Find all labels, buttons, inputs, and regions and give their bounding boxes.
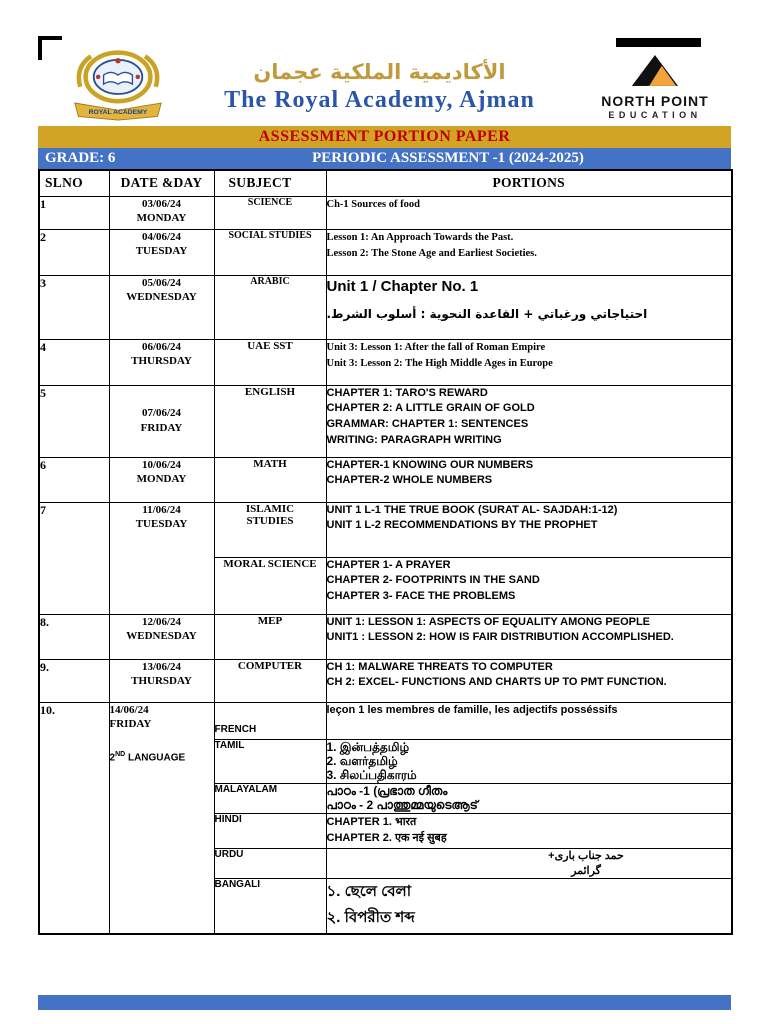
language-subject-bangali: BANGALI (214, 879, 326, 934)
table-row (39, 275, 732, 339)
arabic-portion-line: احتياجاتي ورغباتي + القاعدة النحوية : أسلوب الشرط. (326, 307, 648, 322)
table-row (39, 385, 732, 457)
row-slno: 4 (39, 339, 109, 385)
table-row (39, 457, 732, 502)
subject-label: ISLAMIC STUDIES (245, 502, 295, 527)
row-portions-hindi: CHAPTER 1. भारत CHAPTER 2. एक नई सुबह (326, 813, 732, 848)
day-value: WEDNESDAY (126, 630, 197, 643)
row-portions: CHAPTER 1- A PRAYER CHAPTER 2- FOOTPRINTS IN THE SAND CHAPTER 3- FACE THE PROBLEMS (326, 557, 732, 614)
table-row (39, 659, 732, 702)
col-header-portions: PORTIONS (326, 170, 732, 196)
row-slno: 6 (39, 457, 109, 502)
day-value: MONDAY (136, 212, 187, 225)
day-value: MONDAY (136, 473, 187, 486)
row-portions: CH 1: MALWARE THREATS TO COMPUTER CH 2: EXCEL- FUNCTIONS AND CHARTS UP TO PMT FUNCTION. (326, 659, 732, 702)
date-value: 05/06/24 (141, 276, 182, 289)
row-portions: Ch-1 Sources of food (326, 196, 732, 229)
day-value: FRIDAY (140, 422, 183, 434)
row-date (109, 614, 214, 659)
row-subject: ARABIC (214, 275, 326, 339)
north-point-logo (585, 55, 725, 120)
language-subject-french: FRENCH (214, 702, 326, 739)
north-point-subtitle: EDUCATION (608, 109, 702, 120)
table-row (39, 502, 732, 557)
table-row (39, 702, 732, 739)
row-portions: Lesson 1: An Approach Towards the Past. Lesson 2: The Stone Age and Earliest Societies. (326, 229, 732, 275)
lang-num: 2 (109, 752, 116, 764)
row-subject: ENGLISH (214, 385, 326, 457)
date-value: 04/06/24 (141, 230, 182, 243)
col-header-slno: SLNO (39, 170, 109, 196)
assessment-banner (38, 126, 731, 148)
date-value: 03/06/24 (141, 197, 182, 210)
language-subject-malayalam: MALAYALAM (214, 783, 326, 813)
row-slno: 5 (39, 385, 109, 457)
row-portions-french: leçon 1 les membres de famille, les adjectifs posséssifs (326, 702, 732, 739)
date-value: 14/06/24 (109, 703, 149, 716)
arabic-unit-title: Unit 1 / Chapter No. 1 (326, 277, 479, 295)
row-subject: MEP (214, 614, 326, 659)
assessment-period-label: PERIODIC ASSESSMENT -1 (2024-2025) (312, 150, 584, 166)
row-portions: UNIT 1 L-1 THE TRUE BOOK (SURAT AL- SAJDAH:1-12) UNIT 1 L-2 RECOMMENDATIONS BY THE PROPHET (326, 502, 732, 557)
row-portions: Unit 3: Lesson 1: After the fall of Roman Empire Unit 3: Lesson 2: The High Middle Ages in Europe (326, 339, 732, 385)
portions-table (38, 169, 733, 935)
letterhead (38, 48, 731, 126)
row-slno: 10. (39, 702, 109, 934)
row-date (109, 196, 214, 229)
date-value: 13/06/24 (141, 660, 182, 673)
day-value: TUESDAY (135, 518, 188, 531)
day-value: WEDNESDAY (126, 291, 197, 304)
row-date (109, 702, 214, 934)
north-point-name: NORTH POINT (601, 92, 709, 109)
row-portions-bangali: ১. ছেলে বেলা ২. বিপরীত শব্দ (326, 879, 732, 934)
row-date (109, 502, 214, 614)
row-portions (326, 275, 732, 339)
row-subject: UAE SST (214, 339, 326, 385)
second-language-label (110, 750, 214, 765)
table-row (39, 196, 732, 229)
row-portions: UNIT 1: LESSON 1: ASPECTS OF EQUALITY AMONG PEOPLE UNIT1 : LESSON 2: HOW IS FAIR DISTRIBUTION ACCOMPLISHED. (326, 614, 732, 659)
day-value: THURSDAY (131, 355, 192, 368)
grade-label: GRADE: 6 (45, 150, 116, 166)
table-row (39, 229, 732, 275)
table-header-row (39, 170, 732, 196)
row-slno: 8. (39, 614, 109, 659)
row-subject: SCIENCE (214, 196, 326, 229)
day-value: FRIDAY (109, 718, 152, 731)
school-titles (174, 60, 585, 114)
col-header-date: DATE &DAY (109, 170, 214, 196)
row-slno: 3 (39, 275, 109, 339)
scan-artifact-bar (616, 38, 701, 47)
day-value: THURSDAY (131, 675, 192, 688)
school-name-arabic: الأكاديمية الملكية عجمان (253, 60, 506, 84)
row-portions: CHAPTER 1: TARO'S REWARD CHAPTER 2: A LITTLE GRAIN OF GOLD GRAMMAR: CHAPTER 1: SENTENCES WRITING: PARAGRAPH WRITING (326, 385, 732, 457)
row-date (109, 457, 214, 502)
mountain-triangle-icon (632, 55, 678, 86)
table-row (39, 614, 732, 659)
col-header-subject: SUBJECT (214, 170, 326, 196)
row-subject: SOCIAL STUDIES (214, 229, 326, 275)
date-value: 12/06/24 (141, 615, 182, 628)
date-value: 10/06/24 (141, 458, 182, 471)
lang-word: LANGUAGE (125, 752, 186, 764)
row-subject: MORAL SCIENCE (214, 557, 326, 614)
row-portions-urdu: حمد جناب باری+ گرائمر (326, 848, 732, 879)
crest-banner-text: ROYAL ACADEMY (88, 108, 148, 116)
row-slno: 9. (39, 659, 109, 702)
row-subject (214, 502, 326, 557)
grade-banner (38, 148, 731, 169)
row-slno: 1 (39, 196, 109, 229)
school-name-english: The Royal Academy, Ajman (224, 87, 535, 113)
language-subject-tamil: TAMIL (214, 739, 326, 783)
crest-emblem-icon (64, 46, 172, 124)
day-value: TUESDAY (135, 245, 188, 258)
table-row (39, 339, 732, 385)
language-subject-hindi: HINDI (214, 813, 326, 848)
row-subject: MATH (214, 457, 326, 502)
row-subject: COMPUTER (214, 659, 326, 702)
row-date (109, 275, 214, 339)
row-date (109, 659, 214, 702)
row-date (109, 385, 214, 457)
language-subject-urdu: URDU (214, 848, 326, 879)
assessment-banner-title: ASSESSMENT PORTION PAPER (258, 128, 511, 145)
row-portions-tamil: 1. இன்பத்தமிழ் 2. வளர்தமிழ் 3. சிலப்பதிகாரம் (326, 739, 732, 783)
row-date (109, 339, 214, 385)
row-portions: CHAPTER-1 KNOWING OUR NUMBERS CHAPTER-2 WHOLE NUMBERS (326, 457, 732, 502)
footer-bar (38, 995, 731, 1010)
date-value: 06/06/24 (141, 340, 182, 353)
row-slno: 7 (39, 502, 109, 614)
lang-sup: ND (115, 751, 126, 759)
date-value: 07/06/24 (141, 407, 182, 420)
row-portions-malayalam: പാഠം -1 (പ്രഭാത ഗീതം പാഠം - 2 പാത്തുമ്മയുടെആട് (326, 783, 732, 813)
row-date (109, 229, 214, 275)
row-slno: 2 (39, 229, 109, 275)
date-value: 11/06/24 (142, 503, 181, 516)
royal-academy-crest-logo (64, 46, 174, 129)
